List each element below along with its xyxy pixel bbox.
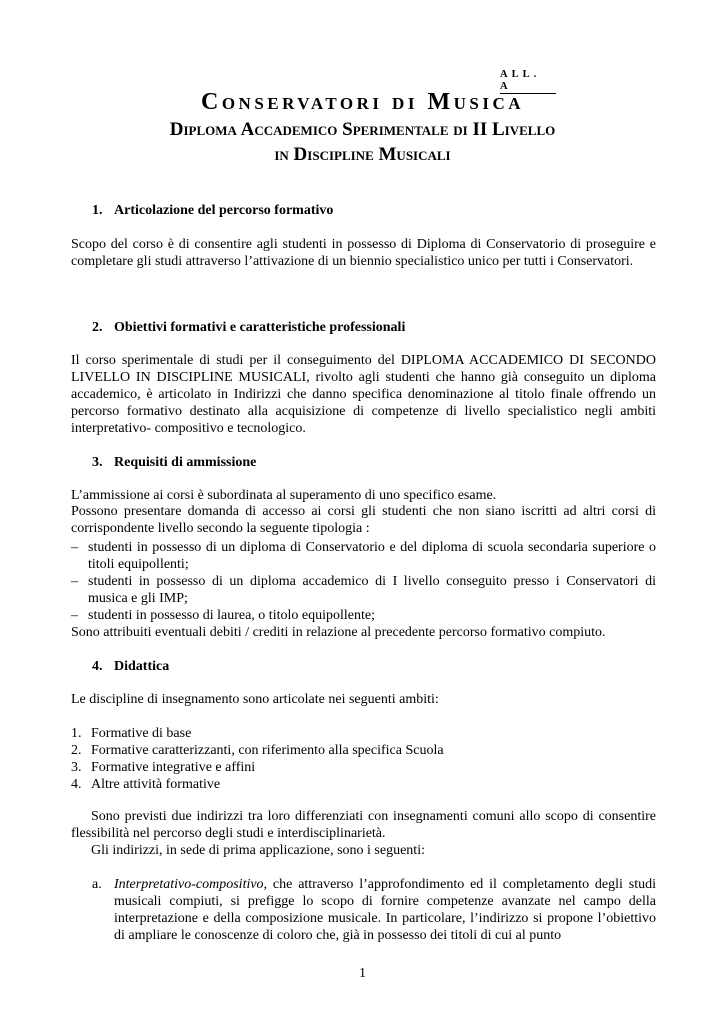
section-4-para1: Sono previsti due indirizzi tra loro differenziati con insegnamenti comuni allo scopo di consentire flessibilità nel percorso degli studi e interdisciplinarietà. [71, 809, 656, 841]
list-item: 1. Formative di base [71, 726, 192, 741]
section-title: Requisiti di ammissione [114, 455, 257, 470]
section-4-para2: Gli indirizzi, in sede di prima applicazione, sono i seguenti: [91, 843, 425, 858]
document-subtitle-line1: Diploma Accademico Sperimentale di II Livello [169, 119, 556, 140]
option-name: Interpretativo-compositivo, [114, 877, 268, 892]
section-number: 3. [92, 455, 103, 470]
section-3-heading [92, 454, 256, 471]
section-1-text: Scopo del corso è di consentire agli studenti in possesso di Diploma di Conservatorio di proseguire e completare gli studi attraverso l’attivazione di un biennio specialistico unico per tutti i Conservatori. [71, 237, 656, 269]
list-item: – studenti in possesso di laurea, o titolo equipollente; [71, 608, 375, 623]
section-title: Obiettivi formativi e caratteristiche professionali [114, 320, 406, 335]
document-subtitle-line2: in Discipline Musicali [274, 144, 451, 165]
list-item: – studenti in possesso di un diploma di Conservatorio e del diploma di scuola secondaria superiore o titoli equipollenti; [71, 540, 656, 572]
section-4-heading [92, 658, 169, 675]
option-a-item [92, 876, 656, 944]
section-4-intro: Le discipline di insegnamento sono articolate nei seguenti ambiti: [71, 692, 439, 707]
section-number: 1. [92, 203, 103, 218]
option-marker: a. [92, 877, 102, 892]
page-number: 1 [359, 966, 366, 981]
section-title: Articolazione del percorso formativo [114, 203, 334, 218]
dash-marker: – [71, 574, 78, 589]
list-item: 3. Formative integrative e affini [71, 760, 256, 775]
annex-label: ALL. A [500, 69, 556, 94]
section-title: Didattica [114, 659, 170, 674]
document-title: Conservatori di Musica [201, 89, 524, 115]
section-number: 4. [92, 659, 103, 674]
section-3-intro: Possono presentare domanda di accesso ai corsi gli studenti che non siano iscritti ad altri corsi di corrispondente livello secondo la seguente tipologia : [71, 504, 656, 536]
section-1-heading [92, 202, 333, 219]
section-3-line1: L’ammissione ai corsi è subordinata al superamento di uno specifico esame. [71, 488, 497, 503]
dash-marker: – [71, 608, 78, 623]
list-item: 4. Altre attività formative [71, 777, 221, 792]
section-2-text: Il corso sperimentale di studi per il conseguimento del DIPLOMA ACCADEMICO DI SECONDO LIVELLO IN DISCIPLINE MUSICALI, rivolto agli studenti che hanno già conseguito un diploma accademico, è articolato in Indirizzi che danno specifica denominazione al titolo finale offrendo un percorso formativo destinato alla acquisizione di competenze di livello specialistico negli ambiti interpretativo- compositivo e tecnologico. [71, 353, 656, 436]
dash-marker: – [71, 540, 78, 555]
section-number: 2. [92, 320, 103, 335]
section-2-heading [92, 319, 405, 336]
option-text: che attraverso l’approfondimento ed il completamento degli studi musicali compiuti, si prefigge lo scopo di fornire competenze avanzate nel campo della interpretazione e della composizione musicale. In particolare, l’indirizzo si propone l’obiettivo di ampliare le conoscenze di coloro che, già in possesso dei titoli di cui al punto [114, 877, 656, 943]
list-item: 2. Formative caratterizzanti, con riferimento alla specifica Scuola [71, 743, 444, 758]
list-item: – studenti in possesso di un diploma accademico di I livello conseguito presso i Conservatori di musica e gli IMP; [71, 574, 656, 606]
section-3-closing: Sono attribuiti eventuali debiti / crediti in relazione al precedente percorso formativo compiuto. [71, 625, 606, 640]
